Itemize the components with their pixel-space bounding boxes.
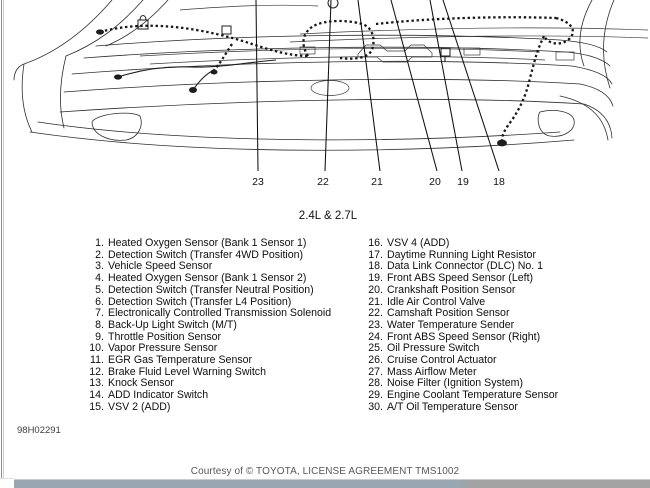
- legend-item-number: 24.: [368, 330, 383, 343]
- legend-item-number: 29.: [368, 389, 383, 402]
- callout-18: 18: [493, 176, 505, 188]
- legend-item-label: Heated Oxygen Sensor (Bank 1 Sensor 1): [108, 237, 307, 249]
- legend-item-label: Noise Filter (Ignition System): [387, 377, 523, 390]
- horizontal-scrollbar[interactable]: [14, 479, 650, 488]
- legend-item-number: 18.: [368, 260, 383, 273]
- engine-bay-diagram: [0, 0, 650, 175]
- callout-20: 20: [429, 176, 441, 188]
- legend-item-label: A/T Oil Temperature Sensor: [387, 400, 518, 413]
- legend-item-label: Data Link Connector (DLC) No. 1: [387, 260, 544, 273]
- legend-item-number: 12.: [89, 365, 104, 378]
- legend-item-label: VSV 2 (ADD): [108, 400, 171, 413]
- legend-item-number: 9.: [95, 330, 104, 343]
- legend-item-number: 28.: [368, 377, 383, 390]
- courtesy-credit: Courtesy of © TOYOTA, LICENSE AGREEMENT TMS1002: [190, 466, 460, 477]
- callout-22: 22: [317, 176, 329, 188]
- legend-item: [360, 355, 640, 367]
- legend-item-number: 30.: [368, 400, 383, 413]
- legend-item-label: Front ABS Speed Sensor (Left): [387, 272, 534, 285]
- legend-item-number: 17.: [368, 248, 383, 261]
- legend-column-right: [360, 238, 640, 414]
- legend-item-number: 8.: [95, 318, 104, 331]
- legend-item-number: 3.: [95, 260, 104, 273]
- legend-item-label: VSV 4 (ADD): [387, 237, 450, 249]
- legend-item-label: Vapor Pressure Sensor: [108, 342, 218, 355]
- legend-item: [85, 285, 363, 297]
- engine-variant-title: 2.4L & 2.7L: [298, 210, 358, 222]
- legend-item-number: 5.: [95, 283, 104, 296]
- callout-19: 19: [457, 176, 469, 188]
- legend-item-number: 15.: [89, 400, 104, 413]
- legend-item-number: 20.: [368, 283, 383, 296]
- legend-item-label: Crankshaft Position Sensor: [387, 283, 516, 296]
- legend-item-number: 11.: [90, 354, 104, 367]
- legend-item-label: Idle Air Control Valve: [387, 295, 486, 308]
- legend-item-number: 27.: [368, 365, 383, 378]
- legend-item-number: 16.: [368, 237, 383, 249]
- legend-item-number: 23.: [368, 318, 383, 331]
- legend-item-label: Water Temperature Sender: [387, 318, 515, 331]
- legend-item-label: Daytime Running Light Resistor: [387, 248, 536, 261]
- legend-item-label: Electronically Controlled Transmission Solenoid: [108, 307, 332, 320]
- legend-item-label: EGR Gas Temperature Sensor: [108, 354, 253, 367]
- legend-item-number: 19.: [368, 272, 383, 285]
- legend-item-label: Back-Up Light Switch (M/T): [108, 318, 237, 331]
- legend-item-number: 6.: [95, 295, 104, 308]
- legend-item-number: 4.: [95, 272, 104, 285]
- legend-item-label: Detection Switch (Transfer 4WD Position): [108, 248, 304, 261]
- legend-item: [85, 402, 363, 414]
- legend-item: [360, 402, 640, 414]
- legend-item-number: 26.: [368, 354, 383, 367]
- legend-item-label: ADD Indicator Switch: [108, 389, 209, 402]
- legend-item-label: Detection Switch (Transfer Neutral Position): [108, 283, 314, 296]
- legend-item-number: 10.: [89, 342, 104, 355]
- legend-item-label: Knock Sensor: [108, 377, 174, 390]
- legend-item-label: Camshaft Position Sensor: [387, 307, 510, 320]
- legend-item-label: Detection Switch (Transfer L4 Position): [108, 295, 292, 308]
- legend-item-number: 1.: [95, 237, 104, 249]
- callout-23: 23: [252, 176, 264, 188]
- legend-item-label: Mass Airflow Meter: [387, 365, 477, 378]
- legend-item-number: 21.: [368, 295, 383, 308]
- legend-item-label: Cruise Control Actuator: [387, 354, 497, 367]
- legend-item-label: Throttle Position Sensor: [108, 330, 222, 343]
- legend-item-number: 14.: [89, 389, 104, 402]
- legend-item-number: 13.: [89, 377, 104, 390]
- legend-item-label: Heated Oxygen Sensor (Bank 1 Sensor 2): [108, 272, 307, 285]
- legend-item-label: Oil Pressure Switch: [387, 342, 480, 355]
- legend-item-label: Vehicle Speed Sensor: [108, 260, 213, 273]
- legend-item: [360, 238, 640, 250]
- legend-item-number: 25.: [368, 342, 383, 355]
- scrollbar-corner-notch: [0, 478, 14, 488]
- legend-item-number: 2.: [95, 248, 104, 261]
- legend-item-label: Brake Fluid Level Warning Switch: [108, 365, 266, 378]
- legend-item: [85, 238, 363, 250]
- legend-item-number: 22.: [368, 307, 383, 320]
- legend-item: [360, 285, 640, 297]
- legend-item-label: Front ABS Speed Sensor (Right): [387, 330, 541, 343]
- legend-item: [360, 320, 640, 332]
- legend-item-number: 7.: [95, 307, 104, 320]
- legend-item: [85, 355, 363, 367]
- legend-item: [85, 320, 363, 332]
- callout-21: 21: [371, 176, 383, 188]
- legend-column-left: [85, 238, 363, 414]
- figure-number: 98H02291: [17, 425, 61, 436]
- legend-item-label: Engine Coolant Temperature Sensor: [387, 389, 559, 402]
